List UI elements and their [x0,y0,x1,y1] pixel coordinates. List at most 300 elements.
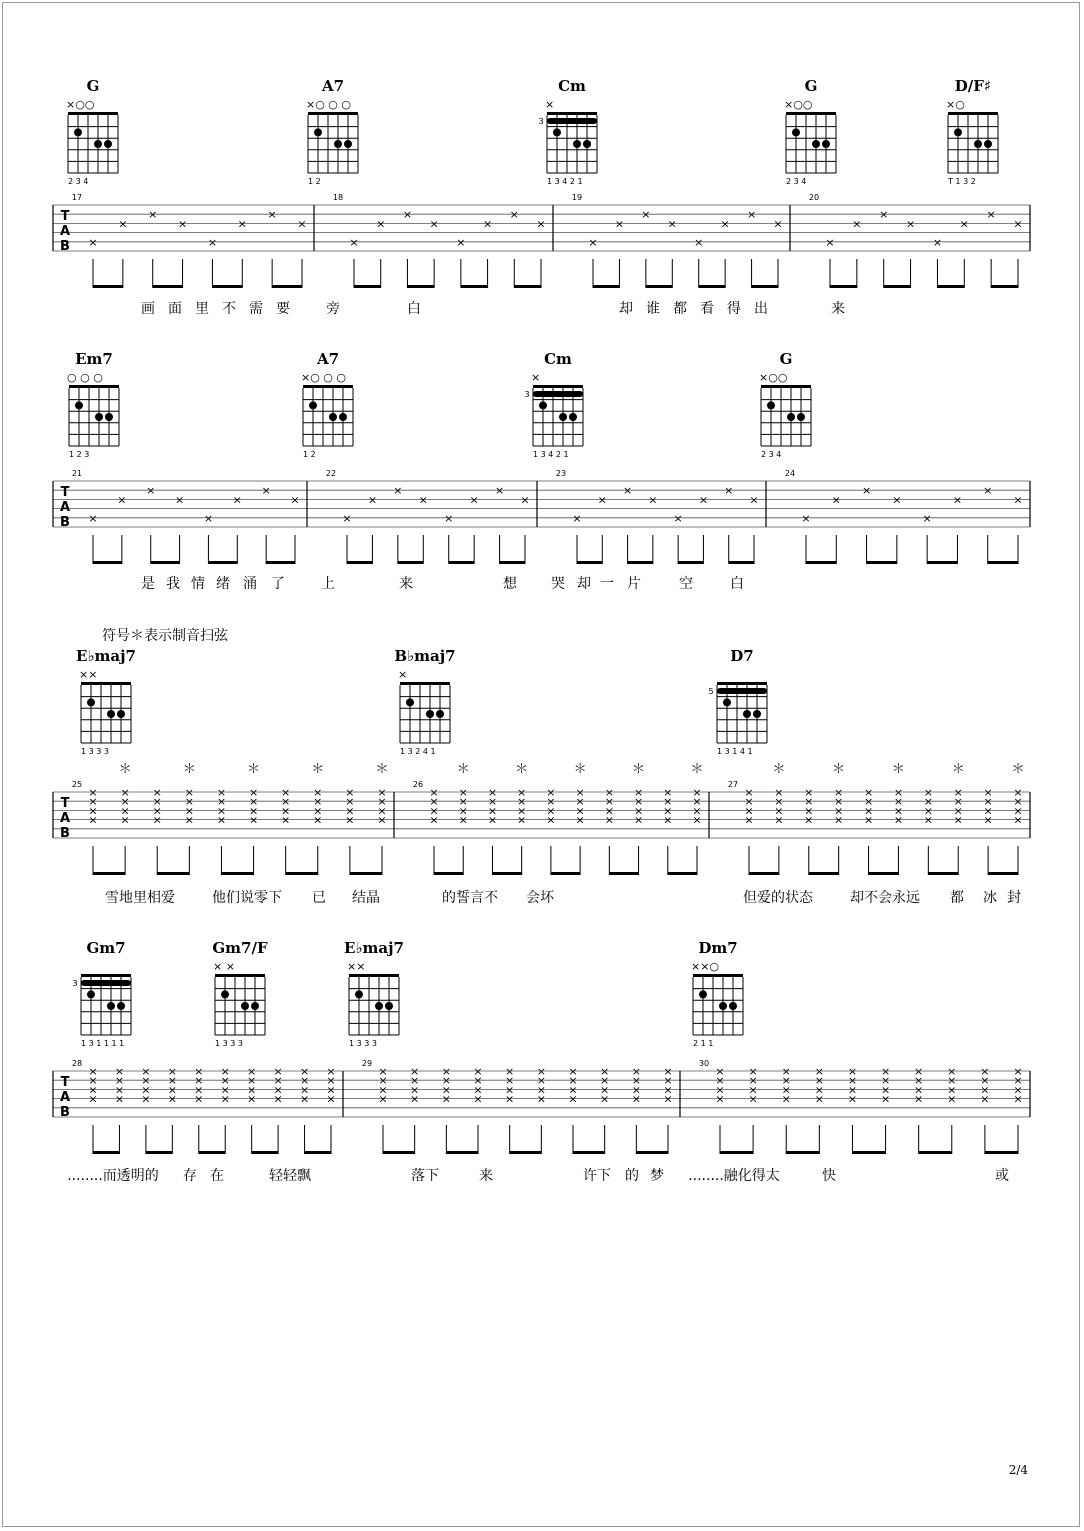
chord-finger-dot [436,710,444,718]
lyric-text: 情 [191,576,205,592]
muted-note: × [947,1092,957,1106]
lyric-text: 都 [950,890,964,906]
muted-note: × [247,1065,257,1078]
chord-finger-dot [314,128,322,136]
muted-note: × [825,235,835,249]
muted-note: × [744,795,754,809]
muted-note: × [114,1092,125,1106]
lyric-text: 的 [625,1168,639,1184]
muted-note: × [633,813,644,827]
muted-note: × [748,1092,758,1106]
muted-note: × [299,1065,310,1078]
muted-note: × [88,1083,98,1097]
muted-note: × [88,1092,98,1106]
muted-note: × [893,786,904,799]
chord-nut [761,385,811,388]
chord-diagram [67,350,119,459]
chord-name: G [779,350,793,368]
muted-note: × [429,217,439,231]
lyric-text: 却不会永远 [850,890,920,906]
muted-note: × [281,795,291,809]
measure-number: 30 [698,1059,710,1068]
lyric-text: 会坏 [526,890,554,906]
lyric-text: 了 [271,576,285,592]
muted-note: × [922,511,932,525]
muted-note: × [441,1074,451,1088]
chord-diagram [691,939,743,1048]
chord-finger-dot [743,710,751,718]
muted-note: × [273,1065,283,1078]
muted-note: × [546,795,556,809]
muted-note: × [600,1074,610,1088]
muted-note: × [152,795,162,809]
note-beam [151,561,180,564]
muted-note: × [1013,813,1023,827]
chord-finger-dot [105,413,113,421]
note-beam [869,872,899,875]
note-beam [729,561,754,564]
muted-note: × [804,795,814,809]
muted-note: × [724,484,734,498]
muted-note: × [568,1092,578,1106]
chord-fingering: 2 3 4 [786,177,807,186]
chord-fret-number: 3 [72,979,78,988]
muted-note: × [568,1074,578,1088]
chord-open-mute-marks: ×○○ [784,98,813,111]
muted-note: × [663,813,673,827]
muted-note: × [487,786,498,799]
chord-finger-dot [104,140,112,148]
chord-nut [547,112,597,115]
muted-note: × [814,1083,824,1097]
chord-open-mute-marks: ×○○ [759,371,788,384]
lyric-text: 一 [600,576,614,592]
lyric-text: 却 [577,576,591,592]
muted-note: × [326,1092,336,1106]
tab-clef-letter: A [59,500,71,515]
note-beam [407,285,434,288]
chord-finger-dot [406,698,414,706]
note-beam [988,561,1018,564]
muted-note: × [698,493,709,507]
muted-note: × [588,235,598,249]
muted-note: × [648,493,658,507]
muted-note: × [983,484,993,498]
lyric-text: 看 [700,301,714,317]
muted-note: × [141,1083,151,1097]
chord-name: G [804,77,818,95]
chord-name: D7 [730,647,754,665]
muted-note: × [141,1065,151,1078]
note-beam [577,561,602,564]
tab-system [53,1059,1030,1184]
muted-note: × [905,217,916,231]
lyric-text: 片 [627,576,641,592]
muted-note: × [893,795,904,809]
muted-note: × [194,1074,204,1088]
lyric-text: 他们说零下 [212,890,282,906]
muted-note: × [114,1083,125,1097]
muted-note: × [120,786,130,799]
muted-note: × [194,1065,204,1078]
muted-note: × [458,795,468,809]
lyric-text: 却 [619,301,633,317]
muted-note: × [184,804,194,818]
muted-note: × [345,804,355,818]
note-beam [153,285,183,288]
muted-note: × [216,804,227,818]
lyric-text: 许下 [583,1168,611,1184]
muted-note: × [923,795,933,809]
muted-note: × [631,1074,641,1088]
chord-finger-dot [339,413,347,421]
lyric-text: 想 [503,576,517,592]
muted-note: × [748,1083,758,1097]
muted-note: × [473,1092,483,1106]
chord-fingering: 1 3 4 2 1 [547,177,583,186]
note-beam [212,285,242,288]
chord-finger-dot [344,140,352,148]
chord-finger-dot [75,401,83,409]
muted-note: × [88,1074,98,1088]
chord-open-mute-marks: ○ ○ ○ [67,371,103,384]
muted-note: × [980,1083,990,1097]
muted-note: × [614,217,625,231]
chord-name: G [86,77,100,95]
chord-finger-dot [984,140,992,148]
chord-diagram [394,647,455,756]
muted-note: × [88,813,98,827]
muted-note: × [980,1092,990,1106]
note-beam [752,285,778,288]
muted-note: × [663,1092,673,1106]
strum-mute-star: ＊ [375,762,389,777]
muted-note: × [852,217,862,231]
muted-note: × [418,493,428,507]
muted-note: × [923,786,933,799]
lyric-text: 来 [479,1168,493,1184]
chord-finger-dot [309,401,317,409]
muted-note: × [953,804,963,818]
muted-note: × [536,1074,546,1088]
muted-note: × [487,804,498,818]
chord-nut [349,974,399,977]
chord-finger-dot [117,710,125,718]
muted-note: × [299,1083,310,1097]
muted-note: × [604,795,614,809]
muted-note: × [429,804,439,818]
chord-name: Gm7 [86,939,126,957]
muted-note: × [378,1083,388,1097]
muted-note: × [781,1074,791,1088]
chord-finger-dot [812,140,820,148]
lyric-text: 来 [831,301,845,317]
muted-note: × [184,786,194,799]
muted-note: × [983,786,993,799]
chord-barre [717,688,767,694]
muted-note: × [923,804,933,818]
muted-note: × [1013,493,1023,507]
muted-note: × [804,804,814,818]
muted-note: × [220,1083,230,1097]
strum-mute-star: ＊ [573,762,587,777]
note-beam [272,285,302,288]
chord-finger-dot [375,1002,383,1010]
muted-note: × [326,1074,336,1088]
chord-name: Cm [544,350,572,368]
note-beam [514,285,541,288]
muted-note: × [667,217,677,231]
muted-note: × [1013,1083,1023,1097]
chord-barre [547,118,597,124]
strum-mute-star: ＊ [247,762,261,777]
muted-note: × [597,493,607,507]
measure-number: 27 [727,780,739,789]
muted-note: × [880,1065,891,1078]
muted-note: × [247,1074,257,1088]
lyric-text: 空 [679,576,693,592]
chord-name: B♭maj7 [394,647,456,665]
muted-note: × [774,813,784,827]
muted-note: × [631,1065,641,1078]
chord-finger-dot [221,990,229,998]
lyric-text: 封 [1007,890,1021,906]
muted-note: × [273,1074,283,1088]
muted-note: × [631,1083,641,1097]
muted-note: × [220,1074,230,1088]
muted-note: × [847,1074,858,1088]
muted-note: × [952,493,963,507]
muted-note: × [167,1065,177,1078]
strum-mute-star: ＊ [182,762,196,777]
chord-finger-dot [385,1002,393,1010]
note-beam [398,561,423,564]
muted-note: × [953,813,963,827]
note-beam [884,285,911,288]
muted-note: × [88,795,98,809]
lyric-text: 落下 [411,1168,439,1184]
strum-mute-star: ＊ [456,762,470,777]
chord-nut [786,112,836,115]
muted-note: × [167,1074,177,1088]
note-beam [937,285,964,288]
muted-note: × [281,813,291,827]
tab-clef-letter: T [60,1075,70,1090]
muted-note: × [986,208,996,222]
muted-note: × [744,786,754,799]
muted-note: × [220,1092,230,1106]
measure-number: 19 [571,193,583,202]
note-beam [852,1151,885,1154]
muted-note: × [441,1083,451,1097]
muted-note: × [456,235,466,249]
chord-fingering: 1 3 3 3 [349,1039,377,1048]
note-beam [252,1151,278,1154]
chord-finger-dot [87,990,95,998]
chord-open-mute-marks: ××○ [691,960,720,973]
tab-system [53,469,1030,592]
strum-mute-star: ＊ [515,762,529,777]
muted-note: × [814,1065,824,1078]
note-beam [720,1151,753,1154]
muted-note: × [152,813,162,827]
strum-mute-star: ＊ [1011,762,1025,777]
chord-fingering: 1 2 [303,450,316,459]
note-beam [646,285,672,288]
muted-note: × [120,804,130,818]
muted-note: × [546,804,556,818]
lyric-text: 都 [673,301,687,317]
lyric-text: 旁 [326,301,340,317]
muted-note: × [604,804,614,818]
chord-nut [693,974,743,977]
muted-note: × [342,511,352,525]
muted-note: × [831,493,841,507]
chord-diagram [301,350,353,459]
lyric-text: 涌 [243,576,257,592]
chord-fret-number: 3 [524,390,530,399]
muted-note: × [429,786,439,799]
muted-note: × [281,786,291,799]
muted-note: × [880,1074,891,1088]
note-beam [93,872,125,875]
chord-finger-dot [719,1002,727,1010]
muted-note: × [378,1092,388,1106]
muted-note: × [429,813,439,827]
muted-note: × [947,1083,957,1097]
muted-note: × [1013,1092,1023,1106]
chord-nut [81,682,131,685]
note-beam [988,872,1018,875]
lyric-text: 得 [727,301,741,317]
chord-nut [303,385,353,388]
tab-clef-letter: A [59,1090,71,1105]
chord-name: A7 [316,350,340,368]
lyric-text: 谁 [646,301,660,317]
muted-note: × [663,804,673,818]
muted-note: × [983,804,993,818]
chord-finger-dot [426,710,434,718]
muted-note: × [953,786,963,799]
muted-note: × [959,217,969,231]
chord-fingering: 2 3 4 [68,177,89,186]
muted-note: × [923,813,933,827]
lyric-text: 白 [730,576,744,592]
muted-note: × [834,813,844,827]
chord-finger-dot [753,710,761,718]
muted-note: × [299,1092,310,1106]
muted-note: × [88,235,98,249]
muted-note: × [641,208,651,222]
muted-note: × [834,804,844,818]
muted-note: × [487,795,498,809]
muted-note: × [148,208,158,222]
muted-note: × [326,1083,336,1097]
muted-note: × [914,1092,924,1106]
muted-note: × [749,493,759,507]
muted-note: × [248,795,259,809]
muted-note: × [880,1092,891,1106]
muted-note: × [88,804,98,818]
muted-note: × [663,1065,673,1078]
muted-note: × [575,813,585,827]
muted-note: × [410,1065,420,1078]
muted-note: × [953,795,963,809]
muted-note: × [914,1083,924,1097]
measure-number: 23 [555,469,567,478]
note-beam [350,872,382,875]
measure-number: 21 [71,469,83,478]
chord-fingering: 1 3 1 4 1 [717,747,753,756]
chord-name: Cm [558,77,586,95]
lyric-text: 不 [222,301,236,317]
chord-finger-dot [334,140,342,148]
muted-note: × [487,813,498,827]
muted-note: × [441,1065,451,1078]
chord-finger-dot [699,990,707,998]
chord-nut [69,385,119,388]
note-beam [593,285,619,288]
chord-name: Em7 [75,350,113,368]
muted-note: × [773,217,783,231]
note-beam [573,1151,605,1154]
note-beam [93,1151,119,1154]
muted-note: × [517,795,527,809]
muted-note: × [313,813,323,827]
muted-note: × [177,217,188,231]
muted-note: × [781,1092,791,1106]
chord-fingering: 2 3 4 [761,450,782,459]
muted-note: × [505,1092,515,1106]
note-beam [928,872,958,875]
muted-note: × [692,804,702,818]
muted-note: × [746,208,757,222]
muted-note: × [715,1092,725,1106]
muted-note: × [744,804,754,818]
tab-clef-letter: B [60,1105,70,1120]
muted-note: × [834,795,844,809]
chord-diagram [66,77,118,186]
muted-note: × [781,1065,791,1078]
measure-number: 24 [784,469,796,478]
measure-number: 26 [412,780,424,789]
note-beam [157,872,189,875]
chord-finger-dot [95,413,103,421]
muted-note: × [378,1074,388,1088]
chord-name: E♭maj7 [76,647,136,665]
chord-finger-dot [822,140,830,148]
muted-note: × [141,1092,151,1106]
lyric-text: 出 [754,301,768,317]
note-beam [492,872,521,875]
muted-note: × [184,795,194,809]
muted-note: × [600,1065,610,1078]
chord-finger-dot [74,128,82,136]
muted-note: × [473,1065,483,1078]
muted-note: × [376,217,386,231]
chord-open-mute-marks: ×○ [946,98,965,111]
muted-note: × [118,217,128,231]
muted-note: × [410,1092,420,1106]
muted-note: × [237,217,247,231]
muted-note: × [410,1083,420,1097]
chord-open-mute-marks: ×○○ [66,98,95,111]
lyric-text: 里 [195,301,209,317]
chord-finger-dot [559,413,567,421]
muted-note: × [893,804,904,818]
muted-note: × [88,1065,98,1078]
tab-clef-letter: T [60,796,70,811]
